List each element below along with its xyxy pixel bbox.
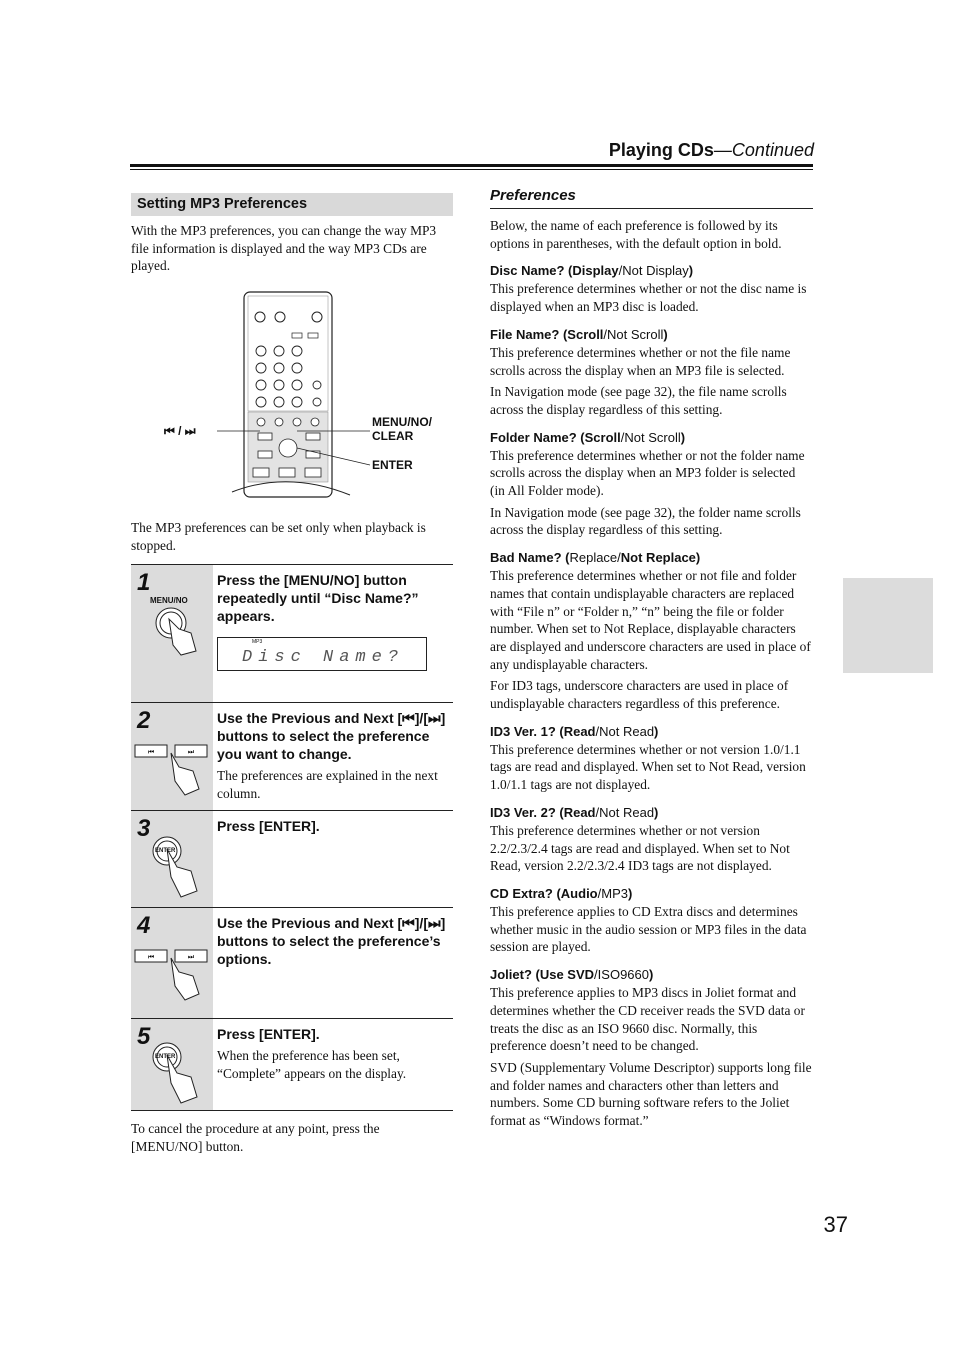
step-number: 2 (137, 707, 151, 734)
pref-desc: This preference determines whether or not the file name scrolls across the display when an MP3 file is selected. (490, 344, 791, 378)
pref-heading: Folder Name? (Scroll/Not Scroll) (490, 429, 686, 445)
menu-no-callout (372, 415, 432, 443)
menu-no-button-label: MENU/NO (150, 596, 188, 605)
preferences-list (490, 217, 813, 1134)
step-number: 4 (137, 912, 151, 939)
pref-file-name (490, 327, 813, 419)
step-number: 5 (137, 1023, 151, 1050)
steps-table (131, 564, 453, 1111)
pref-id3-ver2 (490, 805, 813, 875)
pref-desc: This preference determines whether or not the disc name is displayed when an MP3 disc is loaded. (490, 281, 807, 315)
header-rule-thin (130, 169, 813, 170)
step-5-icon-panel (131, 1019, 213, 1110)
step-4 (131, 908, 453, 1019)
enter-button-label: ENTER (155, 1054, 176, 1060)
pref-desc: For ID3 tags, underscore characters are used in place of undisplayable characters regardless of this preference. (490, 678, 789, 712)
pref-desc: This preference determines whether or not version 1.0/1.1 tags are read and displayed. When set to Not Read, version 1.0/1.1 tags are not displayed. (490, 741, 806, 793)
pref-heading: Joliet? (Use SVD/ISO9660) (490, 967, 654, 983)
prev-next-callout: ⏮ / ⏭ (164, 424, 196, 438)
pref-id3-ver1 (490, 724, 813, 794)
pref-heading: ID3 Ver. 1? (Read/Not Read) (490, 723, 659, 739)
enter-button-icon (151, 1041, 203, 1109)
pref-folder-name (490, 430, 813, 540)
pref-heading: File Name? (Scroll/Not Scroll) (490, 326, 668, 342)
enter-button-label: ENTER (155, 848, 176, 854)
svg-text:⏭: ⏭ (187, 748, 195, 756)
header-rule (130, 164, 813, 167)
chapter-tab (843, 578, 933, 673)
lcd-text: Disc Name? (242, 648, 405, 667)
enter-callout: ENTER (372, 458, 413, 472)
preferences-heading: Preferences (490, 187, 813, 209)
step-title: Press [ENTER]. (217, 1026, 320, 1042)
menu-no-label: MENU/NO/ (372, 415, 432, 429)
pref-bad-name (490, 550, 813, 713)
running-header (609, 140, 814, 161)
svg-text:⏮: ⏮ (147, 748, 155, 756)
pref-heading: Disc Name? (Display/Not Display) (490, 263, 694, 279)
step-title: Use the Previous and Next [⏮]/[⏭] buttons to select the preference you want to change. (217, 710, 446, 762)
cancel-text: To cancel the procedure at any point, press the [MENU/NO] button. (131, 1121, 380, 1154)
step-3-icon-panel (131, 811, 213, 907)
pref-desc: This preference determines whether or not file and folder names that contain undisplayable characters are replaced with “File n” or “Folder n,” “n” being the file or folder number. When set to Not Replace, displayable characters are displayed and underscore characters are used in place of any undisplayable characters. (490, 568, 811, 672)
page-number: 37 (823, 1212, 848, 1237)
enter-button-icon (151, 835, 203, 905)
step-3 (131, 811, 453, 908)
step-2 (131, 703, 453, 811)
step-desc: The preferences are explained in the next column. (217, 768, 438, 801)
step-1 (131, 565, 453, 703)
remote-figure (160, 290, 450, 500)
lcd-mp3-tag: MP3 (252, 639, 263, 645)
pref-heading: ID3 Ver. 2? (Read/Not Read) (490, 804, 659, 820)
note-text: The MP3 preferences can be set only when playback is stopped. (131, 520, 426, 553)
pref-desc: This preference determines whether or not the folder name scrolls across the display when an MP3 folder is selected (in All Folder mode). (490, 447, 805, 499)
step-number: 1 (137, 569, 151, 596)
step-title: Use the Previous and Next [⏮]/[⏭] buttons to select the preference’s options. (217, 915, 446, 967)
pref-desc: This preference determines whether or not version 2.2/2.3/2.4 tags are read and displayed. When set to Not Read, version 2.2/2.3/2.4 ID3 tags are not displayed. (490, 822, 790, 874)
pref-desc: In Navigation mode (see page 32), the folder name scrolls across the display regardless of this setting. (490, 504, 801, 538)
pref-desc: This preference applies to MP3 discs in Joliet format and determines whether the CD receiver reads the SVD data or treats the disc as an ISO 9660 disc. Normally, this preference doesn’t need to be changed. (490, 985, 805, 1054)
preferences-intro: Below, the name of each preference is followed by its options in parentheses, with the default option in bold. (490, 218, 782, 251)
pref-cd-extra (490, 886, 813, 956)
svg-text:⏮: ⏮ (147, 953, 155, 961)
pref-desc: This preference applies to CD Extra discs and determines whether music in the audio session or MP3 files in the data session are played. (490, 903, 807, 955)
prev-next-buttons-icon (133, 948, 211, 1003)
svg-text:⏭: ⏭ (187, 953, 195, 961)
pref-desc: SVD (Supplementary Volume Descriptor) supports long file and folder names and characters other than letters and numbers. Some CD burning software refers to the Joliet format as “Windows format.” (490, 1059, 812, 1129)
prev-next-buttons-icon (133, 743, 211, 798)
pref-heading: Bad Name? (Replace/Not Replace) (490, 550, 701, 566)
intro-text: With the MP3 preferences, you can change the way MP3 file information is displayed and the way MP3 CDs are played. (131, 223, 437, 274)
step-title: Press [ENTER]. (217, 818, 320, 834)
lcd-display (217, 637, 427, 671)
step-desc: When the preference has been set, “Complete” appears on the display. (217, 1048, 407, 1081)
step-1-icon-panel (131, 565, 213, 702)
step-2-icon-panel (131, 703, 213, 810)
header-continued: —Continued (713, 140, 814, 160)
clear-label: CLEAR (372, 429, 414, 443)
section-heading: Setting MP3 Preferences (131, 193, 453, 216)
step-title: Press the [MENU/NO] button repeatedly until “Disc Name?” appears. (217, 572, 419, 624)
pref-heading: CD Extra? (Audio/MP3) (490, 885, 633, 901)
pref-disc-name (490, 263, 813, 315)
header-title: Playing CDs (608, 140, 714, 160)
pref-desc: In Navigation mode (see page 32), the file name scrolls across the display regardless of this setting. (490, 384, 787, 417)
step-number: 3 (137, 815, 151, 842)
pref-joliet (490, 967, 813, 1130)
step-5 (131, 1019, 453, 1111)
hand-press-icon (151, 605, 201, 660)
step-4-icon-panel (131, 908, 213, 1018)
